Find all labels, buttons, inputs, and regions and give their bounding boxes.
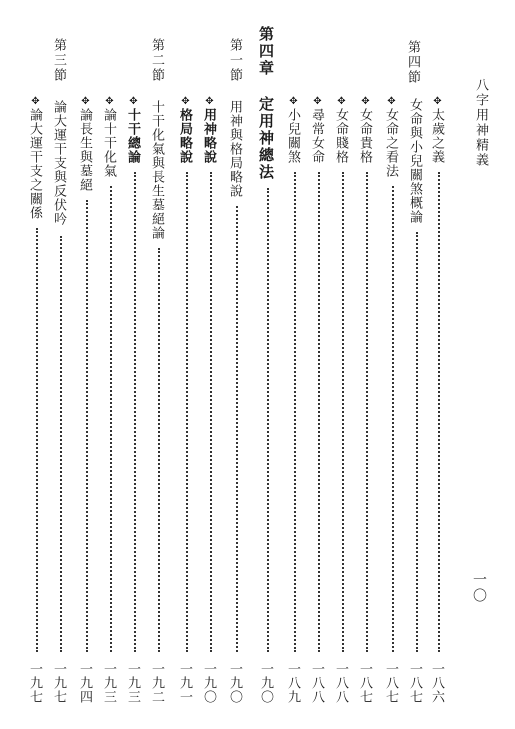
dot-leader bbox=[60, 236, 62, 652]
toc-entry[interactable] bbox=[28, 0, 46, 729]
toc-entry[interactable] bbox=[78, 0, 96, 729]
dot-leader bbox=[366, 172, 368, 652]
toc-entry[interactable] bbox=[150, 0, 168, 729]
page-number: 一九三 bbox=[101, 662, 116, 704]
bullet-icon: ✥ bbox=[180, 96, 191, 107]
page-number: 一八七 bbox=[407, 662, 422, 704]
toc-entry[interactable] bbox=[286, 0, 304, 729]
toc-entry[interactable] bbox=[430, 0, 448, 729]
entry-title: 論十干化氣 bbox=[101, 108, 116, 178]
entry-title: 用神略說 bbox=[201, 108, 216, 164]
bullet-icon: ✥ bbox=[312, 96, 323, 107]
entry-title: 格局略說 bbox=[177, 108, 192, 164]
entry-title: 十干總論 bbox=[125, 108, 140, 164]
dot-leader bbox=[86, 200, 88, 652]
entry-title: 女命與小兒關煞概論 bbox=[407, 98, 422, 224]
chapter-label: 第四章 bbox=[257, 26, 275, 77]
dot-leader bbox=[267, 188, 269, 652]
toc-entry[interactable] bbox=[126, 0, 144, 729]
dot-leader bbox=[236, 206, 238, 652]
dot-leader bbox=[294, 172, 296, 652]
dot-leader bbox=[210, 172, 212, 652]
bullet-icon: ✥ bbox=[336, 96, 347, 107]
entry-title: 太歲之義 bbox=[429, 108, 444, 164]
bullet-icon: ✥ bbox=[386, 96, 397, 107]
dot-leader bbox=[158, 248, 160, 652]
dot-leader bbox=[392, 186, 394, 652]
page-number: 一九七 bbox=[51, 662, 66, 704]
toc-entry[interactable] bbox=[334, 0, 352, 729]
toc-chapter-entry[interactable] bbox=[258, 0, 278, 729]
section-label: 第四節 bbox=[405, 40, 420, 85]
section-label: 第三節 bbox=[51, 38, 66, 83]
page-number: 一九三 bbox=[125, 662, 140, 704]
entry-title: 小兒關煞 bbox=[285, 108, 300, 164]
folio: 一〇 bbox=[471, 572, 487, 604]
dot-leader bbox=[342, 172, 344, 652]
page-number: 一九〇 bbox=[227, 662, 242, 704]
dot-leader bbox=[416, 232, 418, 652]
toc-entry[interactable] bbox=[310, 0, 328, 729]
page-number: 一九〇 bbox=[201, 662, 216, 704]
toc-entry[interactable] bbox=[202, 0, 220, 729]
page-number: 一八六 bbox=[429, 662, 444, 704]
page-number: 一九〇 bbox=[258, 662, 273, 704]
bullet-icon: ✥ bbox=[80, 96, 91, 107]
entry-title: 論大運干支與反伏吟 bbox=[51, 100, 66, 226]
page-number: 一九二 bbox=[149, 662, 164, 704]
dot-leader bbox=[186, 172, 188, 652]
section-label: 第二節 bbox=[149, 38, 164, 83]
bullet-icon: ✥ bbox=[104, 96, 115, 107]
toc-entry[interactable] bbox=[102, 0, 120, 729]
running-header: 八字用神精義 bbox=[473, 78, 488, 168]
toc-entry[interactable] bbox=[228, 0, 246, 729]
bullet-icon: ✥ bbox=[204, 96, 215, 107]
dot-leader bbox=[134, 172, 136, 652]
section-label: 第一節 bbox=[227, 38, 242, 83]
entry-title: 定用神總法 bbox=[257, 96, 275, 181]
bullet-icon: ✥ bbox=[30, 96, 41, 107]
dot-leader bbox=[36, 228, 38, 652]
entry-title: 女命貴格 bbox=[357, 108, 372, 164]
page-number: 一九一 bbox=[177, 662, 192, 704]
page-number: 一八八 bbox=[333, 662, 348, 704]
entry-title: 用神與格局略說 bbox=[227, 100, 242, 198]
toc-entry[interactable] bbox=[178, 0, 196, 729]
page-number: 一八七 bbox=[383, 662, 398, 704]
toc-entry[interactable] bbox=[405, 0, 426, 729]
entry-title: 論長生與墓絕 bbox=[77, 108, 92, 192]
entry-title: 尋常女命 bbox=[309, 108, 324, 164]
page-number: 一八七 bbox=[357, 662, 372, 704]
page-number: 一八八 bbox=[309, 662, 324, 704]
bullet-icon: ✥ bbox=[360, 96, 371, 107]
bullet-icon: ✥ bbox=[288, 96, 299, 107]
page-number: 一九四 bbox=[77, 662, 92, 704]
bullet-icon: ✥ bbox=[128, 96, 139, 107]
entry-title: 論大運干支之關係 bbox=[27, 108, 42, 220]
toc-entry[interactable] bbox=[384, 0, 402, 729]
dot-leader bbox=[110, 186, 112, 652]
dot-leader bbox=[318, 172, 320, 652]
toc-entry[interactable] bbox=[358, 0, 376, 729]
dot-leader bbox=[438, 172, 440, 652]
entry-title: 女命之看法 bbox=[383, 108, 398, 178]
page-number: 一九七 bbox=[27, 662, 42, 704]
entry-title: 女命賤格 bbox=[333, 108, 348, 164]
page-number: 一八九 bbox=[285, 662, 300, 704]
bullet-icon: ✥ bbox=[432, 96, 443, 107]
toc-entry[interactable] bbox=[52, 0, 70, 729]
entry-title: 十干化氣與長生墓絕論 bbox=[149, 100, 164, 240]
